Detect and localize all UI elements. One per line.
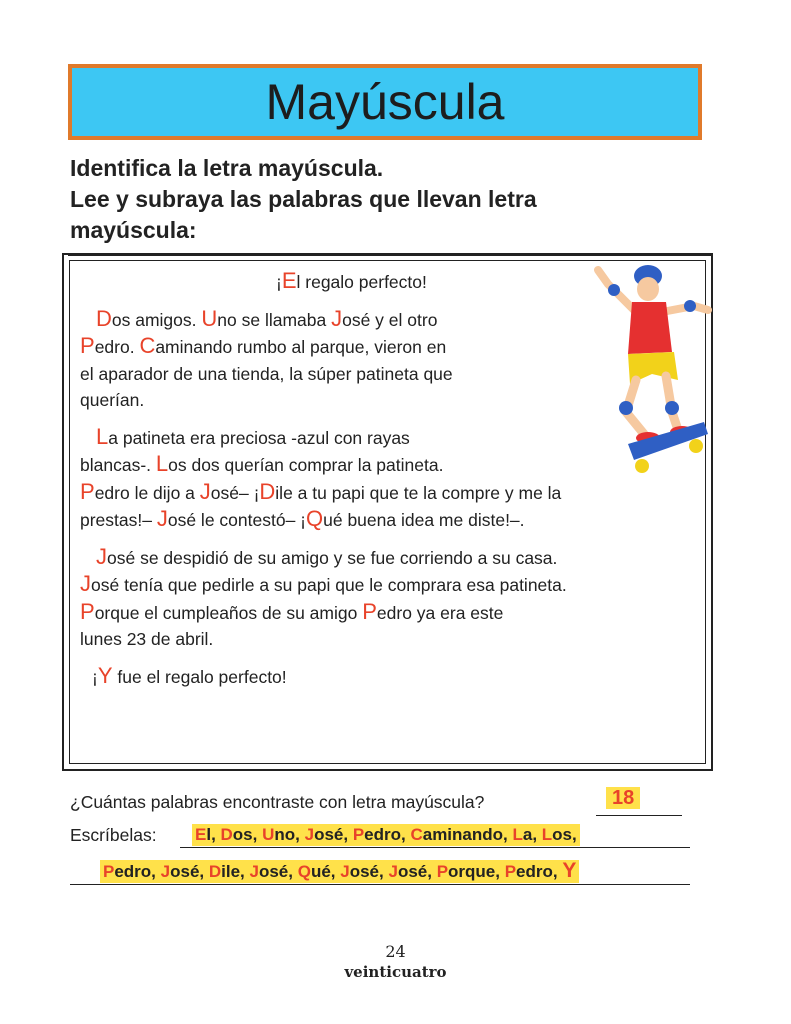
capital-letter: E [281, 268, 297, 293]
story-text-run: no se llamaba [217, 309, 332, 330]
story-text-run: osé– ¡ [210, 482, 260, 503]
capital-letter: J [388, 862, 398, 881]
story-text-run: edro le dijo a [94, 482, 200, 503]
capital-letter: D [259, 478, 276, 504]
top-rule [68, 254, 712, 256]
capital-letter: P [504, 862, 517, 881]
story-text-run: lunes 23 de abril. [80, 629, 214, 649]
story-line [80, 306, 700, 334]
page-number: 24 [385, 942, 406, 961]
capital-letter: P [80, 598, 95, 624]
page-title: Mayúscula [265, 74, 505, 130]
story-text-run: prestas!– [80, 510, 157, 530]
capital-letter: J [160, 862, 171, 881]
capital-letter: Q [297, 862, 311, 881]
answer-word: aminando, [422, 825, 513, 844]
capital-letter: E [195, 825, 207, 844]
story-title-text: ¡ [276, 272, 282, 292]
capital-letter: J [156, 506, 168, 531]
story-line [80, 387, 700, 414]
capital-letter: U [201, 305, 218, 331]
instructions [70, 153, 670, 246]
story-line [80, 544, 700, 572]
capital-letter: J [340, 862, 350, 881]
capital-letter: J [304, 825, 315, 844]
story-line [80, 479, 700, 507]
story-line [80, 333, 700, 361]
story-text-run: aminando rumbo al parque, vieron en [155, 337, 447, 357]
page-number-word: veinticuatro [344, 963, 447, 981]
story-text-run: osé se despidió de su amigo y se fue corriendo a su casa. [107, 547, 558, 568]
capital-letter: J [199, 478, 211, 504]
capital-letter: J [80, 571, 91, 596]
story-line [80, 626, 700, 653]
story-line [80, 451, 700, 479]
capital-letter: J [96, 543, 107, 569]
capital-letter: P [436, 862, 449, 881]
story-line [80, 571, 700, 599]
story-text-run: edro. [94, 337, 140, 357]
answer-word: osé, [258, 862, 298, 881]
answer-word: edro, [364, 825, 411, 844]
answer-word: a, [522, 825, 542, 844]
answer-word: edro, [114, 862, 161, 881]
capital-letter: D [208, 862, 222, 881]
capital-letter: L [96, 423, 109, 449]
story-text-run: a patineta era preciosa -azul con rayas [108, 427, 410, 448]
answer-line-1[interactable] [180, 847, 690, 848]
capital-letter: P [362, 598, 377, 624]
story-line [80, 506, 700, 534]
answer-word: osé, [349, 862, 389, 881]
instruction-line-3: mayúscula: [70, 217, 197, 243]
answer-word: ué, [310, 862, 341, 881]
answer-word: osé, [170, 862, 209, 881]
capital-letter: P [352, 825, 365, 844]
story-text-run: ile a tu papi que te la compre y me la [275, 482, 562, 503]
write-label: Escríbelas: [70, 825, 157, 845]
instruction-line-1: Identifica la letra mayúscula. [70, 155, 384, 181]
capital-letter: L [541, 825, 553, 844]
capital-letter: P [80, 478, 95, 504]
answer-words-line-2 [100, 860, 579, 883]
capital-letter: C [410, 825, 423, 844]
story-text-run: osé y el otro [342, 309, 438, 330]
answer-word: os, [552, 825, 577, 844]
story-text-run: querían. [80, 390, 145, 410]
story-title-text: l regalo perfecto! [296, 272, 427, 292]
answer-word: osé, [314, 825, 353, 844]
answer-word: edro, [516, 862, 563, 881]
story-line [80, 424, 700, 452]
answer-word: ile, [221, 862, 250, 881]
capital-letter: U [262, 825, 275, 844]
story-text-run: osé le contestó– ¡ [167, 510, 306, 530]
story-text-run: os dos querían comprar la patineta. [168, 455, 444, 475]
capital-letter: J [249, 862, 259, 881]
answer-words-line-1 [192, 824, 580, 846]
capital-letter: Q [306, 506, 324, 531]
instruction-line-2: Lee y subraya las palabras que llevan letra [70, 186, 537, 212]
title-banner [68, 64, 702, 140]
answer-line-2[interactable] [70, 884, 690, 885]
answer-word: os, [232, 825, 263, 844]
capital-letter: J [331, 305, 343, 331]
story-title [80, 268, 700, 296]
answer-count: 18 [606, 787, 640, 809]
story-text-run: os amigos. [111, 309, 202, 330]
story-line [80, 361, 700, 388]
story-text-run: osé tenía que pedirle a su papi que le comprara esa patineta. [91, 575, 567, 595]
story-ending-text: ¡ [92, 666, 98, 687]
capital-letter: Y [97, 662, 113, 688]
capital-letter: D [220, 825, 233, 844]
answer-word: orque, [448, 862, 505, 881]
capital-letter: C [139, 333, 156, 358]
capital-letter: L [155, 451, 169, 476]
answer-word: osé, [397, 862, 437, 881]
answer-count-field[interactable] [596, 785, 682, 816]
capital-letter: L [512, 825, 523, 844]
answer-word: no, [274, 825, 305, 844]
story-text-run: orque el cumpleaños de su amigo [94, 602, 363, 623]
story-ending [80, 663, 700, 691]
story-text [80, 268, 700, 690]
capital-letter: P [103, 862, 115, 881]
story-text-run: el aparador de una tienda, la súper patineta que [80, 363, 453, 384]
capital-letter: D [96, 305, 112, 331]
capital-letter: P [80, 333, 95, 358]
question: ¿Cuántas palabras encontraste con letra mayúscula? [70, 792, 485, 812]
story-line [80, 599, 700, 627]
story-ending-text: fue el regalo perfecto! [112, 666, 287, 687]
story-text-run: edro ya era este [376, 602, 504, 623]
story-text-run: blancas-. [80, 455, 156, 475]
answer-word: l, [206, 825, 221, 844]
story-text-run: ué buena idea me diste!–. [323, 510, 525, 530]
answer-word-last: Y [562, 859, 577, 882]
